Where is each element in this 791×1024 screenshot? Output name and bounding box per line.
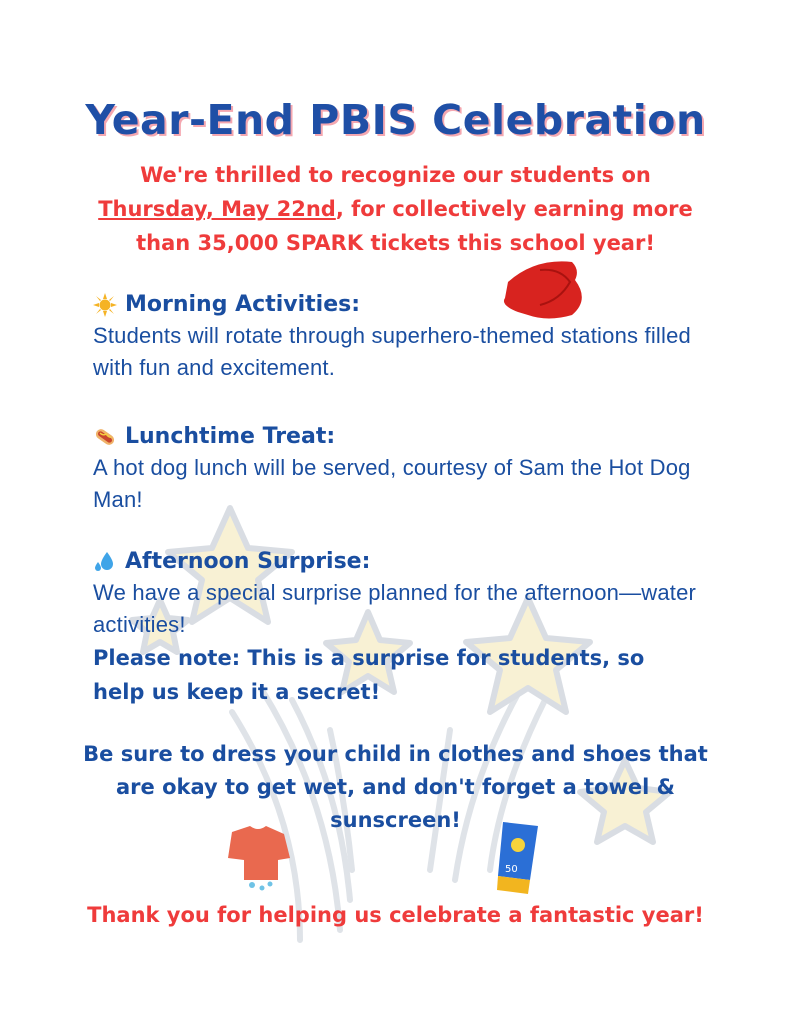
closing-message: Thank you for helping us celebrate a fantastic year! [87, 903, 704, 927]
intro-text [80, 158, 711, 260]
water-drops-icon [93, 550, 117, 574]
section-heading [93, 422, 703, 452]
intro-line-2-rest: , for collectively earning more [335, 197, 693, 221]
section-lunch [93, 422, 703, 516]
section-heading [93, 547, 703, 577]
spf-label: 50 [505, 864, 518, 875]
section-body: A hot dog lunch will be served, courtesy of Sam the Hot Dog Man! [93, 455, 691, 512]
intro-line-1: We're thrilled to recognize our students on [140, 163, 651, 187]
section-title: Afternoon Surprise: [125, 549, 371, 574]
event-date: Thursday, May 22nd [98, 197, 336, 221]
page-title: Year-End PBIS Celebration [85, 96, 706, 144]
section-title: Morning Activities: [125, 292, 361, 317]
section-body: We have a special surprise planned for the afternoon—water activities! [93, 580, 697, 637]
intro-line-3: than 35,000 SPARK tickets this school year! [136, 231, 655, 255]
section-body: Students will rotate through superhero-themed stations filled with fun and excitement. [93, 323, 691, 380]
hot-dog-icon [93, 425, 117, 449]
section-afternoon [93, 547, 703, 709]
sun-icon [93, 293, 117, 317]
section-title: Lunchtime Treat: [125, 424, 336, 449]
secret-note: Please note: This is a surprise for students, so help us keep it a secret! [93, 646, 645, 704]
section-morning [93, 290, 703, 384]
section-heading [93, 290, 703, 320]
intro-line-2 [80, 192, 711, 226]
dress-reminder: Be sure to dress your child in clothes and shoes that are okay to get wet, and don't forget a towel & sunscreen! [83, 742, 708, 832]
